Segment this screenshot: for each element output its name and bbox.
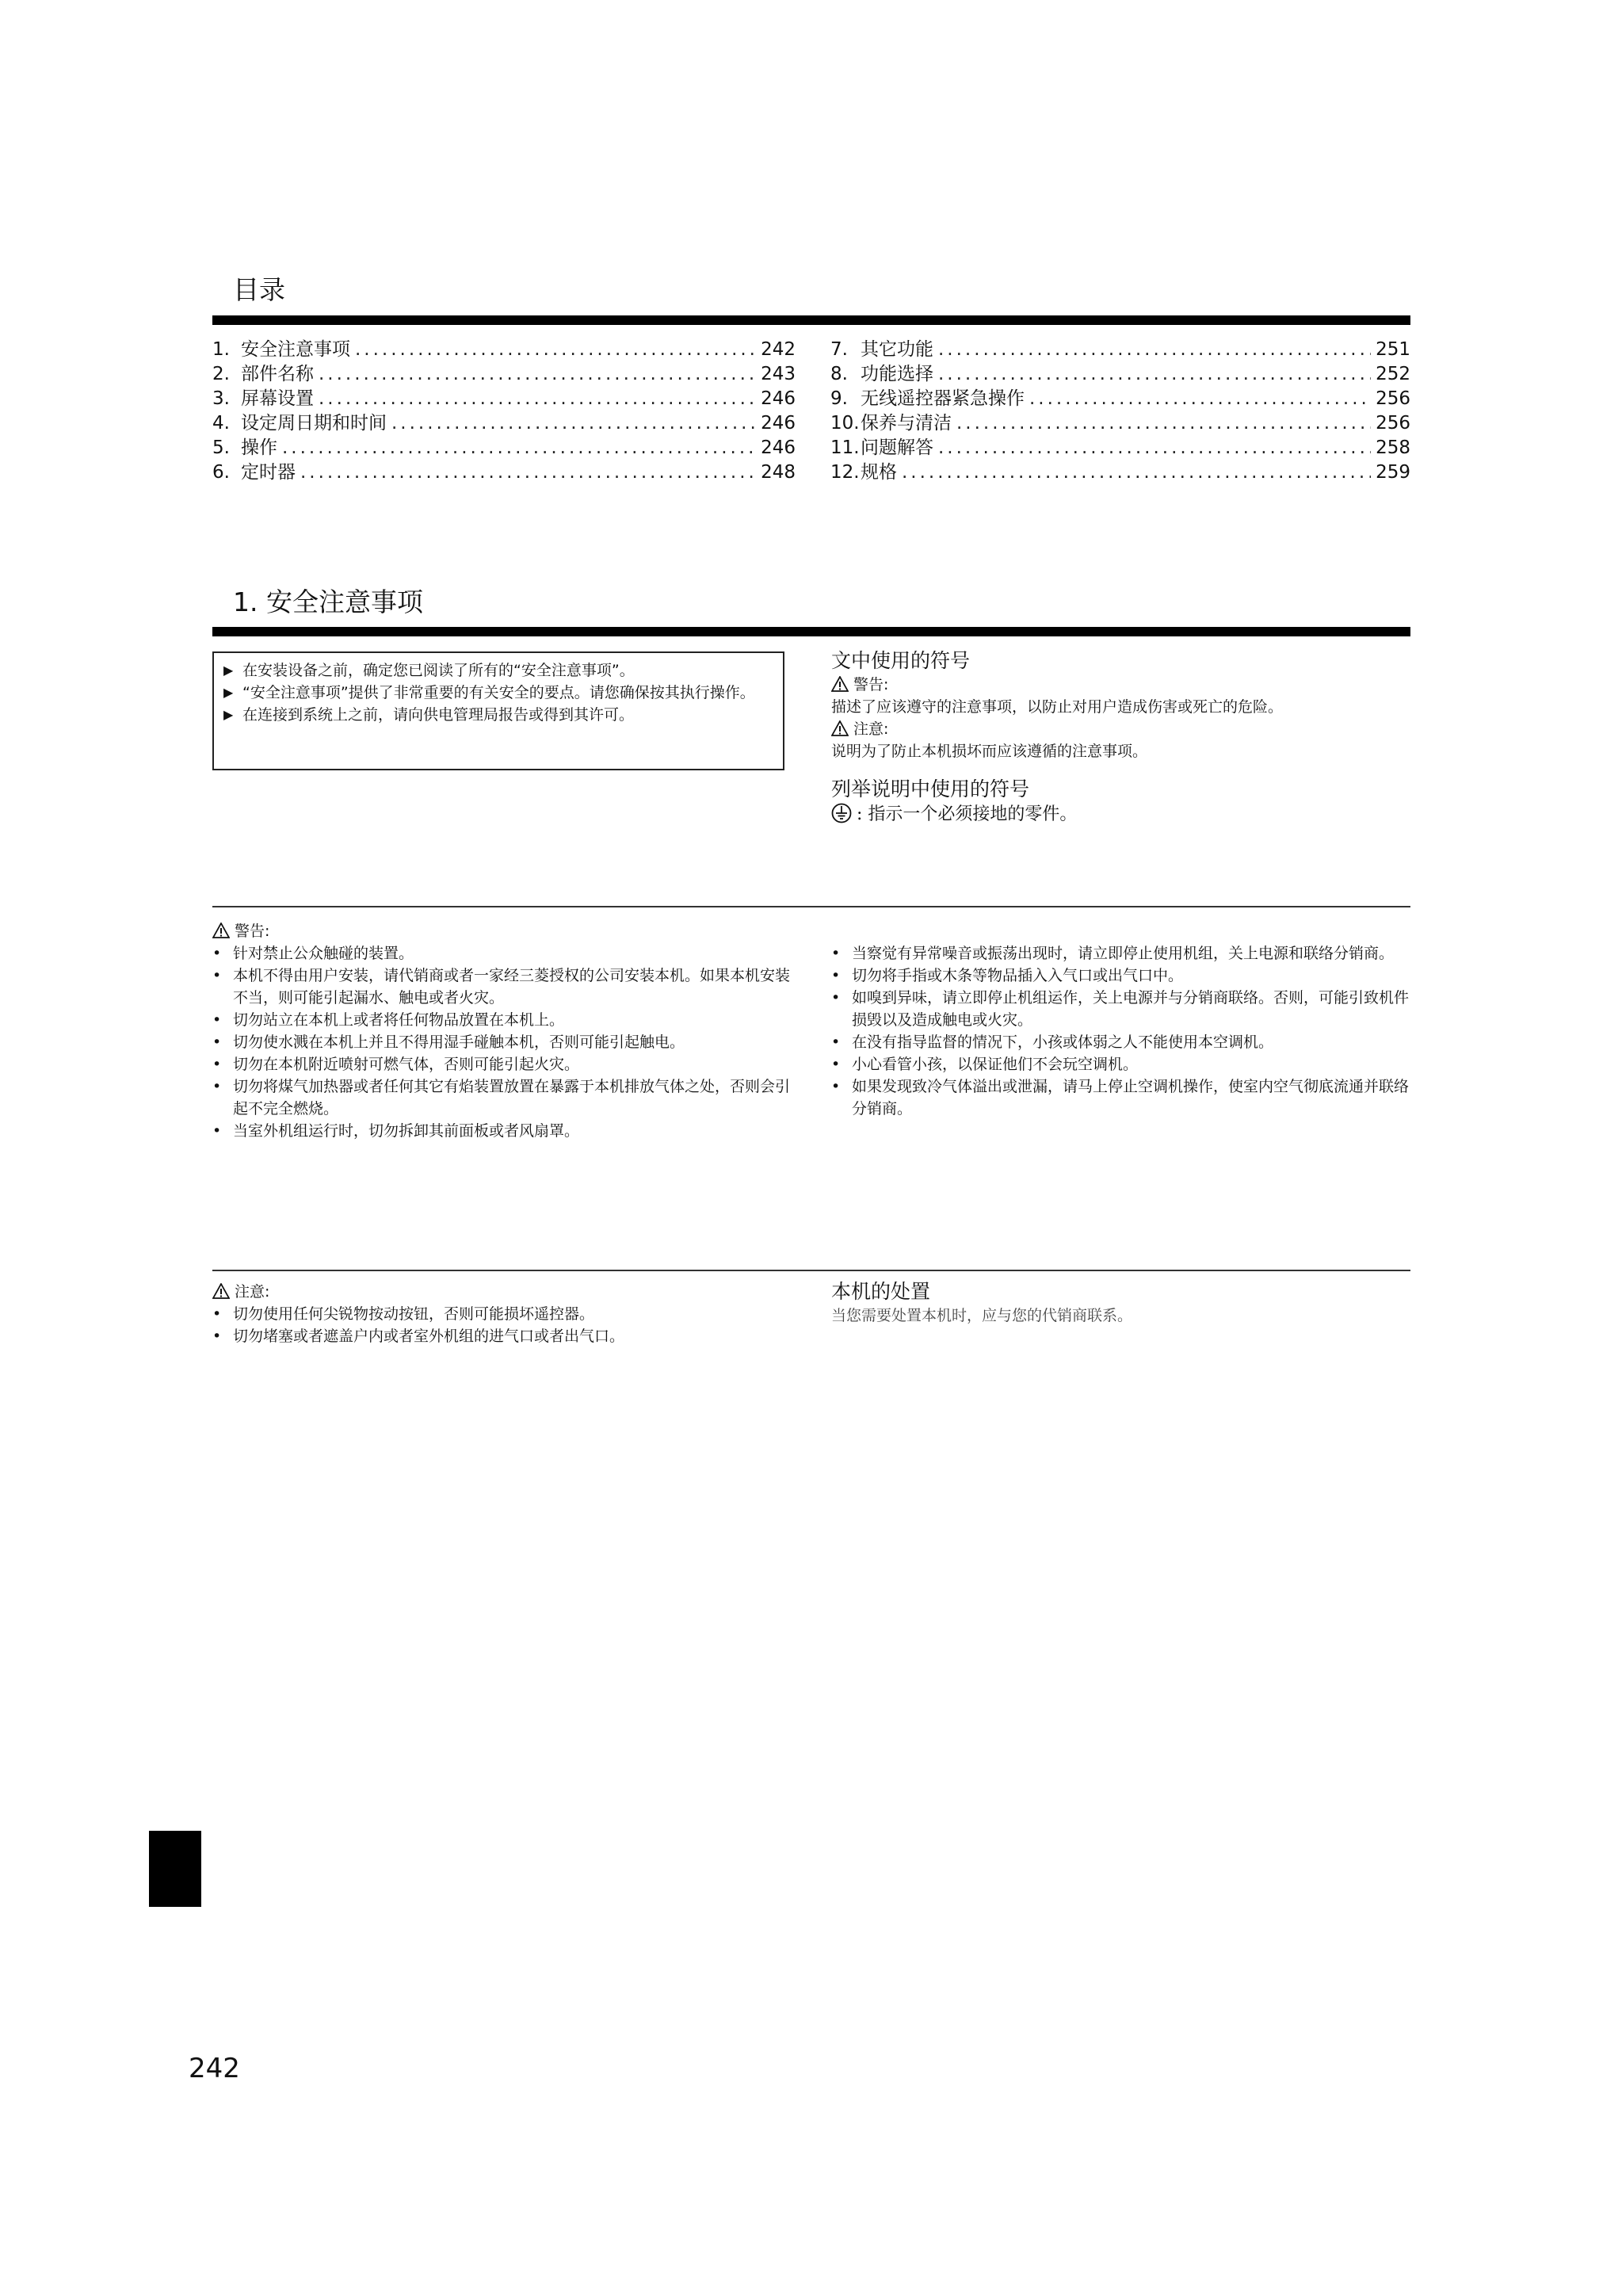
toc-leader (902, 460, 1371, 485)
safety-notice-box (212, 651, 784, 770)
list-item: • 切勿将手指或木条等物品插入入气口或出气口中。 (831, 967, 1184, 984)
toc-label: 操作 (241, 437, 277, 458)
toc-num: 9. (830, 388, 848, 409)
toc-page: 243 (761, 364, 796, 384)
toc-page: 248 (761, 462, 796, 483)
toc-page: 256 (1376, 413, 1410, 434)
toc-entry[interactable] (212, 338, 796, 362)
toc-entry[interactable] (830, 387, 1410, 411)
symbols-section (831, 648, 1410, 827)
section-rule (212, 627, 1410, 636)
toc-entry[interactable] (212, 460, 796, 485)
list-item: • 小心看管小孩，以保证他们不会玩空调机。 (831, 1056, 1139, 1073)
list-item: • 切勿将煤气加热器或者任何其它有焰装置放置在暴露于本机排放气体之处，否则会引起不完全燃烧。 (212, 1078, 791, 1117)
toc-entry[interactable] (212, 436, 796, 460)
list-item: • 如嗅到异味，请立即停止机组运作，关上电源并与分销商联络。否则，可能引致机件损毁以及造成触电或火灾。 (831, 989, 1410, 1029)
list-item: • 切勿使水溅在本机上并且不得用湿手碰触本机，否则可能引起触电。 (212, 1033, 685, 1051)
toc-num: 7. (830, 339, 848, 360)
caution-icon (831, 720, 849, 736)
toc-page: 246 (761, 388, 796, 409)
list-item: • 当察觉有异常噪音或振荡出现时，请立即停止使用机组，关上电源和联络分销商。 (831, 945, 1395, 962)
list-item: • 切勿堵塞或者遮盖户内或者室外机组的进气口或者出气口。 (212, 1328, 625, 1345)
page-number: 242 (189, 2053, 240, 2084)
toc-entry[interactable] (830, 436, 1410, 460)
toc-num: 10. (830, 413, 860, 434)
toc-page: 252 (1376, 364, 1410, 384)
ground-icon (831, 803, 852, 823)
toc-leader (938, 362, 1371, 387)
toc-label: 屏幕设置 (241, 388, 314, 409)
toc-leader (300, 460, 756, 485)
toc-page: 256 (1376, 388, 1410, 409)
warnings-left (212, 920, 799, 1142)
toc-leader (319, 387, 756, 411)
toc-num: 8. (830, 364, 848, 384)
toc-num: 4. (212, 413, 230, 434)
toc-leader (1029, 387, 1371, 411)
toc-label: 功能选择 (861, 364, 933, 384)
list-item: • 当室外机组运行时，切勿拆卸其前面板或者风扇罩。 (212, 1122, 580, 1140)
list-item: • 针对禁止公众触碰的装置。 (212, 945, 414, 962)
toc-page: 246 (761, 437, 796, 458)
toc-leader (319, 362, 756, 387)
toc-leader (938, 338, 1371, 362)
cautions-label-row: 注意: (212, 1281, 799, 1303)
toc-entry[interactable] (830, 362, 1410, 387)
toc-leader (391, 411, 756, 436)
toc-entry[interactable] (830, 411, 1410, 436)
toc-page: 251 (1376, 339, 1410, 360)
section-title: 1. 安全注意事项 (233, 586, 423, 617)
toc-label: 定时器 (241, 462, 296, 483)
toc-label: 问题解答 (861, 437, 933, 458)
toc-num: 2. (212, 364, 230, 384)
toc-label: 规格 (861, 462, 897, 483)
list-item: • 切勿使用任何尖锐物按动按钮，否则可能损坏遥控器。 (212, 1305, 595, 1323)
toc-page: 258 (1376, 437, 1410, 458)
list-item: • 在没有指导监督的情况下，小孩或体弱之人不能使用本空调机。 (831, 1033, 1274, 1051)
warnings-label-row: 警告: (212, 920, 799, 942)
triangle-bullet-icon: ▶ (223, 685, 234, 700)
notice-item: ▶ 在安装设备之前，确定您已阅读了所有的“安全注意事项”。 (223, 659, 770, 682)
list-item: • 如果发现致冷气体溢出或泄漏，请马上停止空调机操作，使室内空气彻底流通并联络分销商。 (831, 1078, 1410, 1117)
disposal-text: 当您需要处置本机时，应与您的代销商联系。 (831, 1307, 1133, 1324)
symbols-heading: 文中使用的符号 (831, 649, 971, 672)
warning-icon (212, 923, 230, 938)
toc-leader (938, 436, 1371, 460)
caution-icon (212, 1283, 230, 1299)
illus-symbols-heading: 列举说明中使用的符号 (831, 777, 1030, 800)
toc-label: 部件名称 (241, 364, 314, 384)
disposal-section (831, 1279, 1410, 1327)
notice-item: ▶ “安全注意事项”提供了非常重要的有关安全的要点。请您确保按其执行操作。 (223, 682, 770, 704)
warnings-rule (212, 906, 1410, 907)
toc-label: 其它功能 (861, 339, 933, 360)
toc-entry[interactable] (212, 362, 796, 387)
toc-label: 保养与清洁 (861, 413, 952, 434)
triangle-bullet-icon: ▶ (223, 663, 234, 678)
toc-num: 11. (830, 437, 860, 458)
toc-page: 259 (1376, 462, 1410, 483)
triangle-bullet-icon: ▶ (223, 707, 234, 722)
toc-entry[interactable] (212, 411, 796, 436)
list-item: • 切勿在本机附近喷射可燃气体，否则可能引起火灾。 (212, 1056, 580, 1073)
toc-leader (956, 411, 1371, 436)
cautions-section (212, 1281, 799, 1347)
toc-leader (355, 338, 756, 362)
toc-num: 6. (212, 462, 230, 483)
toc-entry[interactable] (830, 460, 1410, 485)
disposal-heading: 本机的处置 (831, 1280, 931, 1303)
toc-entry[interactable] (830, 338, 1410, 362)
list-item: • 切勿站立在本机上或者将任何物品放置在本机上。 (212, 1011, 565, 1029)
cautions-rule (212, 1270, 1410, 1271)
toc-left-column (212, 338, 796, 485)
chapter-tab-marker (149, 1831, 201, 1907)
ground-symbol-row: : 指示一个必须接地的零件。 (831, 802, 1410, 827)
toc-leader (282, 436, 756, 460)
toc-rule (212, 315, 1410, 325)
toc-num: 3. (212, 388, 230, 409)
notice-item: ▶ 在连接到系统上之前，请向供电管理局报告或得到其许可。 (223, 704, 770, 726)
toc-num: 5. (212, 437, 230, 458)
toc-num: 12. (830, 462, 860, 483)
toc-entry[interactable] (212, 387, 796, 411)
toc-page: 246 (761, 413, 796, 434)
caution-symbol-row: 注意: (831, 718, 1410, 740)
toc-label: 无线遥控器紧急操作 (861, 388, 1025, 409)
list-item: • 本机不得由用户安装，请代销商或者一家经三菱授权的公司安装本机。如果本机安装不当，则可能引起漏水、触电或者火灾。 (212, 967, 791, 1007)
caution-description: 说明为了防止本机损坏而应该遵循的注意事项。 (831, 743, 1148, 760)
toc-num: 1. (212, 339, 230, 360)
warnings-right (831, 942, 1410, 1120)
warning-description: 描述了应该遵守的注意事项，以防止对用户造成伤害或死亡的危险。 (831, 698, 1284, 716)
warning-icon (831, 676, 849, 692)
toc-page: 242 (761, 339, 796, 360)
toc-right-column (830, 338, 1410, 485)
warning-symbol-row: 警告: (831, 674, 1410, 696)
toc-title: 目录 (233, 274, 285, 305)
toc-label: 安全注意事项 (241, 339, 350, 360)
toc-label: 设定周日期和时间 (241, 413, 387, 434)
